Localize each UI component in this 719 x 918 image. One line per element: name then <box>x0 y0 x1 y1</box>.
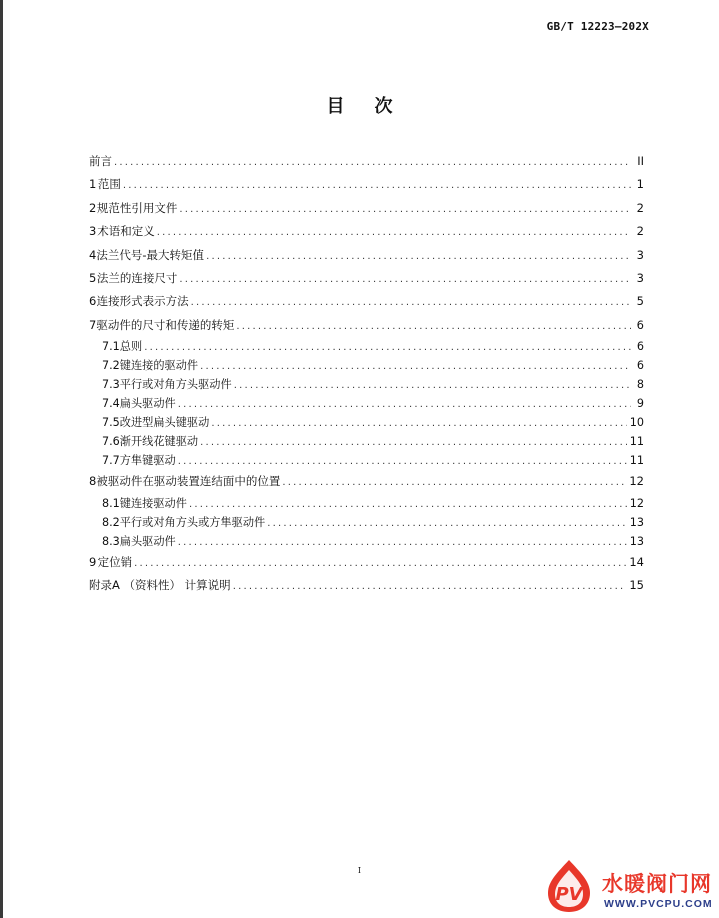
toc-entry-label: 平行或对角方头驱动件 <box>119 378 232 392</box>
toc-entry-page: 9 <box>636 397 644 411</box>
toc-leader-dots <box>211 414 626 433</box>
toc-leader-dots <box>123 174 631 197</box>
toc-entry-number: 3 <box>89 224 97 239</box>
toc-leader-dots <box>144 338 631 357</box>
watermark-logo-icon <box>540 858 598 914</box>
toc-entry-page: 10 <box>629 416 644 430</box>
toc-leader-dots <box>157 221 631 244</box>
toc-entry-number: 7.1 <box>102 340 120 354</box>
toc-entry-page: 11 <box>629 454 644 468</box>
toc-entry-number: 7.6 <box>102 435 120 449</box>
toc-entry-7[interactable] <box>89 314 644 337</box>
toc-entry-label: 法兰的连接尺寸 <box>96 270 178 285</box>
toc-entry-8-3[interactable] <box>89 532 644 551</box>
toc-entry-3[interactable] <box>89 220 644 243</box>
toc-entry-label: 总则 <box>119 340 143 354</box>
toc-leader-dots <box>236 315 631 338</box>
toc-entry-number: 7.2 <box>102 359 120 373</box>
toc-entry-page: 2 <box>636 224 644 239</box>
toc-entry-number: 7.5 <box>102 416 120 430</box>
toc-entry-7-4[interactable] <box>89 394 644 413</box>
toc-entry-number: 9 <box>89 554 97 569</box>
toc-title: 目次 <box>326 96 423 117</box>
toc-leader-dots <box>178 395 631 414</box>
toc-entry-label: 键连接驱动件 <box>119 496 187 510</box>
toc-entry-number: 8 <box>89 474 97 489</box>
toc-entry-number: 4 <box>89 247 97 262</box>
toc-entry-page: 3 <box>636 270 644 285</box>
toc-entry-8[interactable] <box>89 470 644 493</box>
toc-entry-8-2[interactable] <box>89 513 644 532</box>
toc-entry-9[interactable] <box>89 551 644 574</box>
toc-entry-number: 8.3 <box>102 534 120 548</box>
toc-entry-page: 5 <box>636 294 644 309</box>
toc-leader-dots <box>178 533 627 552</box>
watermark-url: WWW.PVCPU.COM <box>604 898 713 910</box>
toc-entry-label: 键连接的驱动件 <box>119 359 199 373</box>
toc-entry-foreword[interactable] <box>89 150 644 173</box>
toc-entry-label: 前言 <box>89 154 112 168</box>
toc-entry-page: 2 <box>636 200 644 215</box>
toc-entry-number: 2 <box>89 200 97 215</box>
toc-entry-label: 改进型扁头键驱动 <box>119 416 210 430</box>
toc-entry-number: 7 <box>89 317 97 332</box>
toc-entry-label: 平行或对角方头或方隼驱动件 <box>119 515 266 529</box>
toc-entry-1[interactable] <box>89 173 644 196</box>
watermark <box>540 856 719 916</box>
toc-entry-page: 13 <box>629 534 644 548</box>
toc-entry-number: 7.4 <box>102 397 120 411</box>
toc-entry-label: 规范性引用文件 <box>96 200 178 215</box>
toc-entry-label: 术语和定义 <box>97 224 155 239</box>
document-code: GB/T 12223—202X <box>546 20 649 33</box>
toc-entry-page: 12 <box>629 496 644 510</box>
toc-entry-number: 8.2 <box>102 515 120 529</box>
toc-entry-page: 3 <box>636 247 644 262</box>
toc-leader-dots <box>179 268 631 291</box>
table-of-contents <box>89 150 644 597</box>
toc-entry-number: 7.3 <box>102 378 120 392</box>
toc-entry-7-7[interactable] <box>89 451 644 470</box>
toc-leader-dots <box>282 471 626 494</box>
toc-leader-dots <box>134 552 626 575</box>
page-number: I <box>357 866 362 875</box>
toc-entry-page: 1 <box>636 177 644 192</box>
toc-leader-dots <box>200 433 627 452</box>
toc-entry-7-2[interactable] <box>89 356 644 375</box>
toc-entry-page: 11 <box>629 435 644 449</box>
toc-entry-number: 8.1 <box>102 496 120 510</box>
toc-entry-number: 7.7 <box>102 454 120 468</box>
svg-text:PV: PV <box>555 884 583 905</box>
toc-leader-dots <box>189 495 627 514</box>
toc-leader-dots <box>114 151 631 174</box>
toc-entry-page: 12 <box>629 474 644 489</box>
toc-entry-7-1[interactable] <box>89 337 644 356</box>
toc-entry-page: 6 <box>636 317 644 332</box>
toc-entry-7-3[interactable] <box>89 375 644 394</box>
toc-entry-5[interactable] <box>89 267 644 290</box>
toc-entry-page: 8 <box>636 378 644 392</box>
toc-leader-dots <box>191 291 631 314</box>
toc-entry-label: 附录A （资料性） 计算说明 <box>89 577 231 592</box>
toc-leader-dots <box>179 198 631 221</box>
toc-entry-8-1[interactable] <box>89 494 644 513</box>
toc-entry-number: 5 <box>89 270 97 285</box>
watermark-site-name: 水暖阀门网 <box>602 872 712 896</box>
toc-entry-label: 渐开线花键驱动 <box>119 435 199 449</box>
toc-leader-dots <box>233 575 627 598</box>
toc-entry-page: 6 <box>636 340 644 354</box>
toc-entry-page: 6 <box>636 359 644 373</box>
toc-entry-page: 14 <box>629 554 644 569</box>
toc-entry-label: 扁头驱动件 <box>119 534 176 548</box>
toc-entry-label: 范围 <box>97 177 121 192</box>
toc-entry-annex-a[interactable] <box>89 574 644 597</box>
toc-leader-dots <box>178 452 627 471</box>
toc-entry-label: 驱动件的尺寸和传递的转矩 <box>96 317 235 332</box>
toc-entry-label: 法兰代号-最大转矩值 <box>96 247 205 262</box>
toc-entry-label: 扁头驱动件 <box>119 397 176 411</box>
toc-entry-7-5[interactable] <box>89 413 644 432</box>
toc-entry-label: 被驱动件在驱动装置连结面中的位置 <box>96 474 281 489</box>
toc-entry-number: 1 <box>89 177 97 192</box>
toc-entry-page: 15 <box>629 577 644 592</box>
toc-leader-dots <box>206 245 631 268</box>
toc-entry-page: 13 <box>629 515 644 529</box>
toc-leader-dots <box>267 514 627 533</box>
page-left-border <box>0 0 3 918</box>
toc-entry-label: 连接形式表示方法 <box>96 294 189 309</box>
toc-entry-label: 方隼键驱动 <box>119 454 176 468</box>
toc-leader-dots <box>234 376 631 395</box>
toc-entry-7-6[interactable] <box>89 432 644 451</box>
toc-entry-2[interactable] <box>89 197 644 220</box>
toc-leader-dots <box>200 357 631 376</box>
toc-entry-label: 定位销 <box>97 554 133 569</box>
toc-entry-page: II <box>637 154 644 168</box>
toc-entry-6[interactable] <box>89 290 644 313</box>
toc-entry-number: 6 <box>89 294 97 309</box>
toc-entry-4[interactable] <box>89 244 644 267</box>
